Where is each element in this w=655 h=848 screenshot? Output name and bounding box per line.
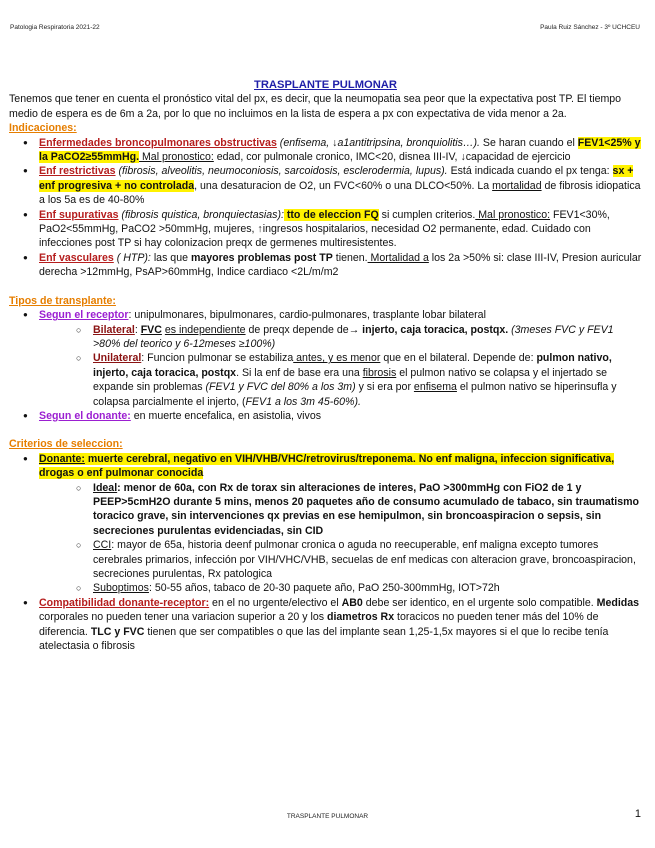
item-label: Enf vasculares	[39, 251, 114, 264]
italic-text: (fibrosis quistica, bronquiectasias):	[118, 208, 284, 221]
tipos-list	[9, 308, 642, 423]
header-right: Paula Ruiz Sánchez - 3º UCHCEU	[540, 24, 640, 31]
item-label: Enfermedades broncopulmonares obstructivas	[39, 136, 277, 149]
page-footer: TRASPLANTE PULMONAR	[286, 813, 369, 820]
text: . Si la enf de base era una	[236, 366, 363, 379]
bold-text: : menor de 60a, con Rx de torax sin alteraciones de interes, PaO >300mmHg con FiO2 de 1 y PEEP>5cmH2O durante 5 mins, menos 20 paquetes año de consumo acumulado de tabaco, sin traumatismo toracico grave, sin intervenciones qx previas en ese hemipulmon, sin broncoaspiracion o sepsis, sin secreciones purulentas evidenciadas, sin CID	[93, 481, 640, 537]
receptor-sublist	[39, 323, 642, 409]
intro-paragraph: Tenemos que tener en cuenta el pronóstico vital del px, es decir, que la neumopatia sea peor que la expectativa post TP. El tiempo medio de espera es de 6m a 2a, por lo que no incluimos en la lista de espera a px con expectativa de vida menor a 2a.	[9, 93, 622, 120]
section-criterios-heading: Criterios de seleccion:	[9, 438, 123, 451]
item-label: Ideal	[93, 481, 118, 494]
italic-text: (fibrosis, alveolitis, neumoconiosis, sarcoidosis, esclerodermia, lupus).	[115, 165, 448, 178]
text: :	[134, 323, 141, 336]
item-label: Bilateral	[93, 323, 135, 336]
highlight: sx + enf progresiva + no controlada	[39, 165, 634, 192]
underline-text: es independiente	[164, 323, 246, 336]
underline-text: Mortalidad a	[367, 251, 429, 264]
text: los 2a >50% si: clase III-IV, Presion auricular derecha >12mmHg, PsAP>60mmHg, Indice cardiaco <2L/m/m2	[39, 251, 642, 279]
item-label: Suboptimos	[93, 582, 149, 595]
item-label: Unilateral	[93, 352, 142, 365]
item-label: Segun el receptor	[39, 309, 129, 322]
text: en el no urgente/electivo el	[209, 596, 342, 609]
bold-underline-text: FVC	[140, 323, 162, 336]
bold-text: pulmon nativo, injerto, caja toracica, postqx	[93, 352, 612, 379]
bold-text: injerto, caja toracica, postqx.	[362, 323, 509, 336]
list-item	[93, 323, 642, 352]
list-item	[39, 251, 642, 280]
bold-text: AB0	[341, 596, 363, 609]
list-item	[39, 164, 642, 207]
list-item	[39, 409, 642, 423]
text: edad, cor pulmonale cronico, IMC<20, disnea III-IV, ↓capacidad de ejercicio	[213, 151, 571, 164]
list-item	[39, 136, 642, 165]
underline-text: Mal pronostico:	[475, 208, 551, 221]
list-item	[39, 452, 642, 596]
text: tienen que ser compatibles o que las del implante sean 1,25-1,5x mayores si el que lo recibe tenía atelectasia o fibrosis	[39, 625, 609, 653]
text: de preqx depende de→	[245, 323, 363, 336]
text: : 50-55 años, tabaco de 20-30 paquete año, PaO 250-300mmHg, IOT>72h	[148, 582, 500, 595]
indicaciones-list	[9, 136, 642, 280]
text: que en el bilateral. Depende de:	[380, 352, 537, 365]
text: corporales no pueden tener una variacion superior a 20 y los	[39, 611, 327, 624]
text: Está indicada cuando el px tenga:	[447, 165, 613, 178]
bold-text: mayores problemas post TP	[190, 251, 333, 264]
bold-text: TLC y FVC	[90, 625, 145, 638]
list-item	[39, 308, 642, 409]
item-label: Enf restrictivas	[39, 165, 116, 178]
highlight: FEV1<25% y la PaCO2≥55mmHg.	[39, 136, 641, 164]
list-item	[93, 481, 642, 539]
text: , una desaturacion de O2, un FVC<60% o una DLCO<50%. La	[194, 179, 493, 192]
underline-text: antes, y es menor	[293, 352, 381, 365]
page-title: TRASPLANTE PULMONAR	[254, 79, 397, 91]
italic-text: ( HTP):	[113, 251, 151, 264]
text: : mayor de 65a, historia deenf pulmonar cronica o aguda no reecuperable, enf maligna excepto tumores cerebrales primarios, infección por VIH/VHC/VHB, secuelas de enf medicas con alteracion grave, broncoaspiracion, secreciones purulentas, Rx patologica	[93, 539, 636, 580]
section-indicaciones-heading: Indicaciones:	[9, 122, 77, 135]
text: en muerte encefalica, en asistolia, vivos	[130, 409, 322, 422]
text: tienen.	[332, 251, 368, 264]
text: y si era por	[355, 381, 414, 394]
criterios-list	[9, 452, 642, 654]
list-item	[93, 351, 642, 409]
item-label: Compatibilidad donante-receptor:	[39, 596, 210, 609]
text: : unipulmonares, bipulmonares, cardio-pulmonares, trasplante lobar bilateral	[128, 309, 486, 322]
list-item	[93, 538, 642, 581]
text: toracicos no pueden tener más del 10% de diferencia.	[39, 611, 599, 638]
donante-sublist	[39, 481, 642, 596]
item-label: Donante:	[39, 452, 85, 465]
list-item	[93, 581, 642, 595]
header-left: Patologia Respiratoria 2021-22	[10, 24, 100, 31]
highlight: tto de eleccion FQ	[283, 208, 379, 221]
text: de fibrosis idiopatica a los 5a es de 40-80%	[39, 179, 641, 207]
text: el pulmon nativo se hiperinsufla y colapsa parcialmente el injerto, (	[93, 381, 617, 408]
item-label: CCI	[93, 539, 112, 552]
bold-text: Medidas	[596, 596, 640, 609]
italic-text: (enfisema, ↓a1antitripsina, bronquiolitis…).	[276, 136, 480, 149]
document-body	[9, 78, 642, 653]
list-item	[39, 208, 642, 251]
underline-text: mortalidad	[492, 179, 542, 192]
text: Se haran cuando el	[479, 136, 578, 149]
text: las que	[150, 251, 191, 264]
text: si cumplen criterios.	[378, 208, 476, 221]
text: debe ser identico, en el urgente solo compatible.	[362, 596, 597, 609]
italic-text: FEV1 a los 3m 45-60%).	[245, 395, 361, 408]
page-number: 1	[634, 808, 641, 820]
italic-text: (3meses FVC y FEV1 >80% del teorico y 6-12meses ≥100%)	[93, 323, 614, 350]
list-item	[39, 596, 642, 654]
text: : Funcion pulmonar se estabiliza	[141, 352, 294, 365]
underline-text: enfisema	[413, 381, 457, 394]
item-label: Enf supurativas	[39, 208, 119, 221]
italic-text: (FEV1 y FVC del 80% a los 3m)	[205, 381, 356, 394]
underline-text: fibrosis	[362, 366, 397, 379]
text: FEV1<30%, PaO2<55mmHg, PaCO2 >50mmHg, mujeres, ↑ingresos hospitalarios, necesidad O2 permanente, edad. Cuidado con infecciones post TP si hay colonizacion preqx de germenes multiresistentes.	[39, 208, 610, 250]
highlight: muerte cerebral, negativo en VIH/VHB/VHC/retrovirus/treponema. No enf maligna, infeccion significativa, drogas o enf pulmonar conocida	[39, 452, 615, 480]
underline-text: Mal pronostico:	[139, 151, 214, 164]
item-label: Segun el donante:	[39, 409, 131, 422]
section-tipos-heading: Tipos de transplante:	[9, 294, 116, 307]
bold-text: diametros Rx	[326, 611, 395, 624]
text: el pulmon nativo se colapsa y el injertado se expande sin problemas	[93, 366, 608, 394]
